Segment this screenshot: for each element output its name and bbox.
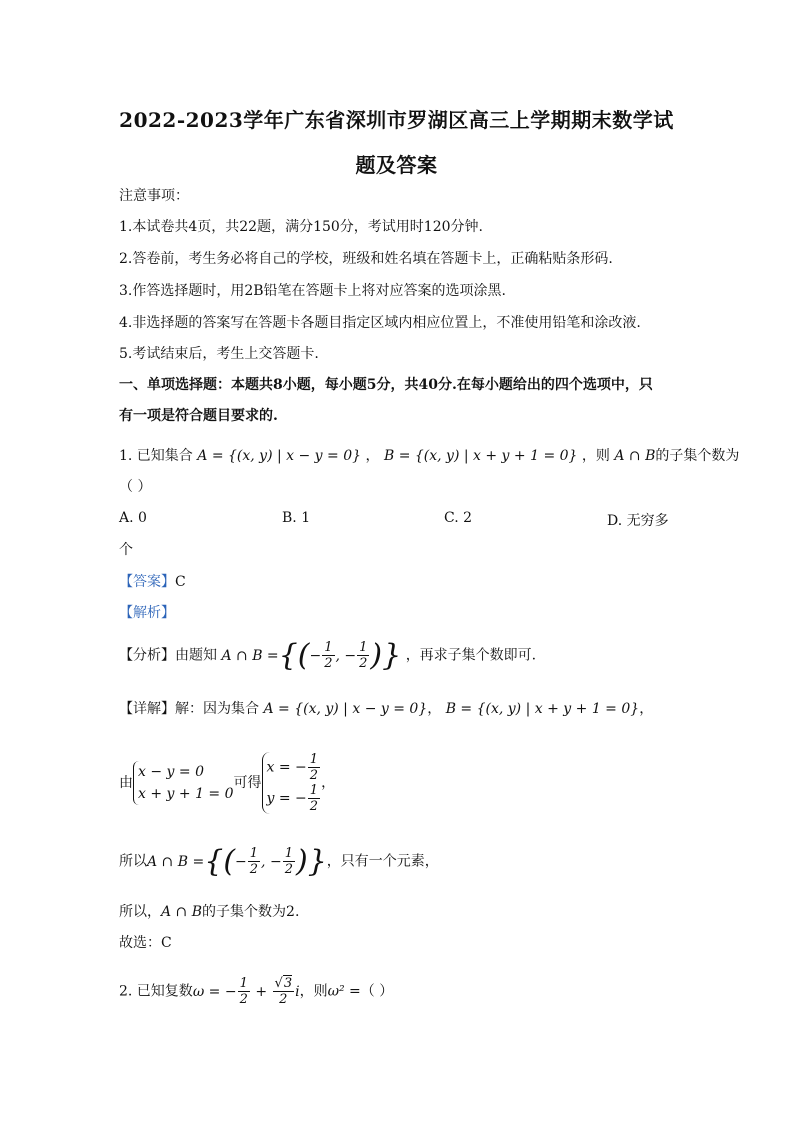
so1-post: ，只有一个元素， xyxy=(326,853,439,870)
q2-stem xyxy=(119,976,393,1007)
answer-value: C xyxy=(175,574,186,590)
so2-pre: 所以， xyxy=(119,904,161,920)
note-item-1: 1.本试卷共4页，共22题，满分150分，考试用时120分钟. xyxy=(119,219,483,235)
section-heading-line1: 一、单项选择题：本题共8小题，每小题5分，共40分.在每小题给出的四个选项中，只 xyxy=(119,377,653,393)
q1-answer-line xyxy=(119,572,186,592)
so2-expr: A ∩ B xyxy=(161,904,203,920)
q1-choice-b: B. 1 xyxy=(282,510,311,526)
answer-tag: 【答案】 xyxy=(119,574,175,590)
q1-choice-a: A. 0 xyxy=(119,510,147,526)
detail-tag: 【详解】 xyxy=(119,701,175,717)
detail-end: ， xyxy=(639,701,654,717)
note-item-5: 5.考试结束后，考生上交答题卡. xyxy=(119,346,319,362)
q1-suffix-pre: ，则 xyxy=(581,448,610,464)
fenxi-post: ，再求子集个数即可. xyxy=(405,647,537,664)
equation-system xyxy=(133,761,234,805)
fenxi-math: A ∩ B ={(− $\frac{1}{2}$ , − $\frac{1}{2}$ )} xyxy=(221,637,402,673)
so2-post: 的子集个数为2. xyxy=(202,904,300,920)
q1-system xyxy=(119,752,335,814)
q2-suffix: （ ） xyxy=(360,983,394,1000)
q1-sep: ， xyxy=(365,448,380,464)
q1-choice-d: D. 无穷多 xyxy=(607,513,669,529)
notes-heading: 注意事项： xyxy=(119,188,189,204)
q2-omega-sq: ω² = xyxy=(327,983,361,1000)
solution-x: x = − $\frac{1}{2}$ xyxy=(266,752,319,783)
doc-title-line2: 题及答案 xyxy=(355,153,438,177)
sys-eq2: x + y + 1 = 0 xyxy=(138,786,234,802)
q1-choice-c: C. 2 xyxy=(444,510,473,526)
sys-end: ， xyxy=(321,775,336,791)
so1-math: A ∩ B ={(− $\frac{1}{2}$ , − $\frac{1}{2}$ )} xyxy=(147,843,327,879)
q2-prefix: 2. 已知复数 xyxy=(119,983,193,1000)
fenxi-pre: 由题知 xyxy=(175,647,217,664)
fenxi-tag: 【分析】 xyxy=(119,647,175,664)
solution-y: y = − $\frac{1}{2}$ xyxy=(266,783,319,814)
doc-title-line1: 2022-2023学年广东省深圳市罗湖区高三上学期期末数学试 xyxy=(119,108,674,132)
q1-stem xyxy=(119,446,739,466)
sys-eq1: x − y = 0 xyxy=(138,764,204,780)
q1-choice-d-wrap: 个 xyxy=(119,542,133,558)
note-item-2: 2.答卷前，考生务必将自己的学校，班级和姓名填在答题卡上，正确粘贴条形码. xyxy=(119,251,613,267)
q1-pick: 故选：C xyxy=(119,935,172,951)
solution-system xyxy=(262,752,322,814)
analysis-tag: 【解析】 xyxy=(119,605,175,621)
note-item-4: 4.非选择题的答案写在答题卡各题目指定区域内相应位置上，不准使用铅笔和涂改液. xyxy=(119,315,641,331)
q2-mid: ，则 xyxy=(299,983,328,1000)
q1-fenxi xyxy=(119,637,537,673)
q1-detail xyxy=(119,699,653,719)
q1-suffix: 的子集个数为 xyxy=(655,448,740,464)
q1-so-line2 xyxy=(119,902,299,922)
q1-set-b: B = {(x, y) | x + y + 1 = 0} xyxy=(383,448,578,464)
sys-mid: 可得 xyxy=(233,775,262,791)
q1-expr: A ∩ B xyxy=(614,448,656,464)
q1-prefix: 1. 已知集合 xyxy=(119,448,193,464)
q1-so-line1 xyxy=(119,843,439,879)
sys-pre: 由 xyxy=(119,775,133,791)
q1-paren: （ ） xyxy=(119,479,152,495)
detail-pre: 解：因为集合 xyxy=(175,701,259,717)
detail-mid: ， xyxy=(427,701,442,717)
so1-pre: 所以 xyxy=(119,853,147,870)
section-heading-line2: 有一项是符合题目要求的. xyxy=(119,408,278,424)
q2-omega-def: ω = − $\frac{1}{2}$ + $\frac{√3}{2}$ i xyxy=(192,976,300,1007)
note-item-3: 3.作答选择题时，用2B铅笔在答题卡上将对应答案的选项涂黑. xyxy=(119,283,507,299)
detail-set-a: A = {(x, y) | x − y = 0} xyxy=(263,701,428,717)
detail-set-b: B = {(x, y) | x + y + 1 = 0} xyxy=(445,701,640,717)
q1-set-a: A = {(x, y) | x − y = 0} xyxy=(197,448,362,464)
